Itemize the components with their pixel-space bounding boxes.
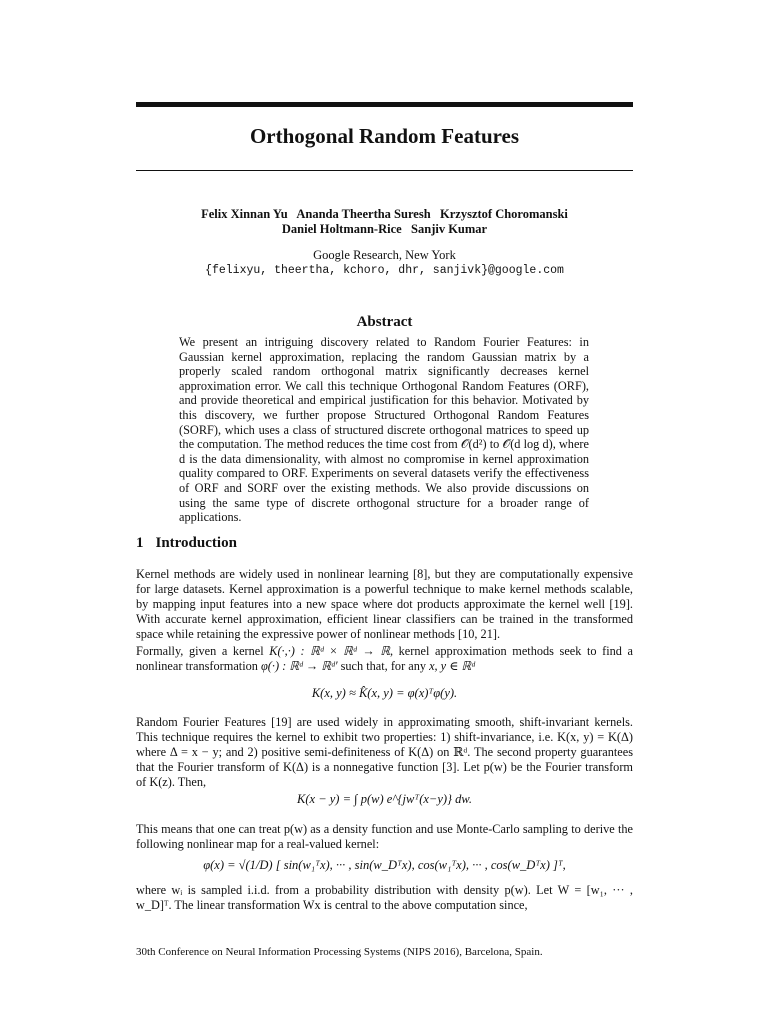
- equation-feature-map: [136, 858, 633, 873]
- conference-footnote: 30th Conference on Neural Information Processing Systems (NIPS 2016), Barcelona, Spain.: [136, 946, 543, 958]
- paper-page: [136, 0, 633, 1024]
- equation-3: φ(x) = √(1/D) [ sin(w₁ᵀx), ··· , sin(w_Dᵀx), cos(w₁ᵀx), ··· , cos(w_Dᵀx) ]ᵀ,: [203, 858, 566, 872]
- section-heading-introduction: [136, 535, 237, 552]
- equation-kernel-approx: [136, 686, 633, 701]
- xy-domain: x, y ∈ ℝᵈ: [429, 659, 475, 673]
- title-bottom-rule: [136, 170, 633, 171]
- intro-paragraph-3: Random Fourier Features [19] are used widely in approximating smooth, shift-invariant kernels. This technique requires the kernel to exhibit two properties: 1) shift-invariance, i.e. K(x, y) = K(Δ) where Δ = x − y; and 2) positive semi-definiteness of K(Δ) on ℝᵈ. The second property guarantees that the Fourier transform of K(Δ) is a nonnegative function [3]. Let p(w) be the Fourier transform of K(z). Then,: [136, 715, 633, 789]
- p2-text-a: Formally, given a kernel: [136, 644, 270, 658]
- complexity-to: 𝒪(d log d): [502, 437, 553, 452]
- abstract-text: [179, 335, 589, 525]
- intro-paragraph-1: Kernel methods are widely used in nonlinear learning [8], but they are computationally expensive for large datasets. Kernel approximation is a powerful technique to make kernel methods scalable, by mapping input features into a new space where dot products approximate the kernel well [19]. With accurate kernel approximation, efficient linear classifiers can be trained in the transformed space while retaining the expressive power of nonlinear methods [10, 21].: [136, 567, 633, 641]
- authors-line-2: Daniel Holtmann-Rice Sanjiv Kumar: [281, 222, 488, 236]
- author-emails: {felixyu, theertha, kchoro, dhr, sanjivk}@google.com: [205, 264, 564, 277]
- feature-map-signature: φ(·) : ℝᵈ → ℝᵈ′: [260, 659, 338, 673]
- intro-paragraph-2: [136, 644, 633, 674]
- section-number: 1: [136, 535, 144, 551]
- section-title: Introduction: [155, 535, 237, 551]
- abstract-heading: Abstract: [356, 314, 413, 330]
- paper-title: Orthogonal Random Features: [249, 124, 520, 148]
- equation-fourier: [136, 792, 633, 807]
- intro-paragraph-5: where wᵢ is sampled i.i.d. from a probability distribution with density p(w). Let W = [w₁, ··· , w_D]ᵀ. The linear transformation Wx is central to the above computation since,: [136, 883, 633, 912]
- abstract-part-1: We present an intriguing discovery related to Random Fourier Features: in Gaussian kernel approximation, replacing the random Gaussian matrix by a properly scaled random orthogonal matrix significantly decreases kernel approximation error. We call this technique Orthogonal Random Features (ORF), and provide theoretical and empirical justification for this behavior. Motivated by this discovery, we further propose Structured Orthogonal Random Features (SORF), which uses a class of structured discrete orthogonal matrices to speed up the computation. The method reduces the time cost from: [179, 335, 589, 452]
- abstract-to: to: [486, 437, 503, 452]
- kernel-signature: K(·,·) : ℝᵈ × ℝᵈ → ℝ: [269, 644, 390, 658]
- equation-2: K(x − y) = ∫ p(w) e^{jwᵀ(x−y)} dw.: [297, 792, 472, 806]
- intro-paragraph-4: This means that one can treat p(w) as a density function and use Monte-Carlo sampling to derive the following nonlinear map for a real-valued kernel:: [136, 822, 633, 851]
- p2-text-b: , kernel approximation methods seek to find a nonlinear transformation: [136, 644, 633, 673]
- author-list: [136, 207, 633, 237]
- affiliation-block: [136, 248, 633, 278]
- affiliation: Google Research, New York: [313, 248, 456, 262]
- p2-text-c: such that, for any: [337, 659, 430, 673]
- equation-1: K(x, y) ≈ K̂(x, y) = φ(x)ᵀφ(y).: [311, 686, 458, 700]
- complexity-from: 𝒪(d²): [460, 437, 487, 452]
- abstract-part-2: , where d is the data dimensionality, with almost no compromise in kernel approximation quality compared to ORF. Experiments on several datasets verify the effectiveness of ORF and SORF over the existing methods. We also provide discussions on using the same type of discrete orthogonal structure for a broader range of applications.: [179, 437, 589, 525]
- title-top-rule: [136, 102, 633, 107]
- authors-line-1: Felix Xinnan Yu Ananda Theertha Suresh Krzysztof Choromanski: [201, 207, 568, 221]
